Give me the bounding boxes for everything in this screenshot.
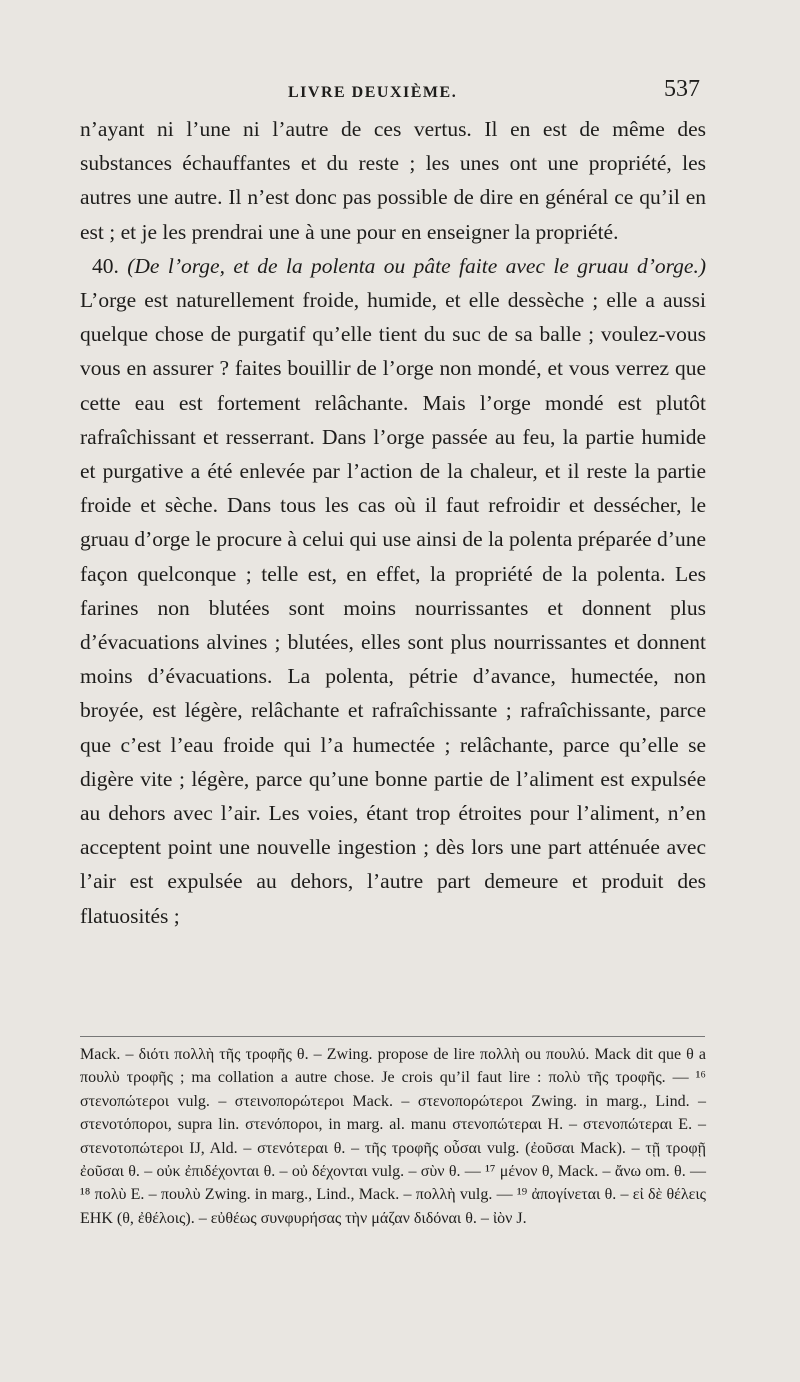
section-number: 40. xyxy=(92,253,119,278)
running-title: LIVRE DEUXIÈME. xyxy=(288,84,458,101)
main-text xyxy=(80,112,706,933)
paragraph-2 xyxy=(80,249,706,933)
paragraph-2-text: L’orge est naturellement froide, humide, et elle dessèche ; elle a aussi quelque chose de purgatif qu’elle tient du suc de sa balle ; voulez-vous vous en assurer ? faites bouillir de l’orge non mondé, et vous verrez que cette eau est fortement relâchante. Mais l’orge mondé est plutôt rafraîchissant et resserrant. Dans l’orge passée au feu, la partie humide et purgative a été enlevée par l’action de la chaleur, et il reste la partie froide et sèche. Dans tous les cas où il faut refroidir et dessécher, le gruau d’orge le procure à celui qui use ainsi de la polenta préparée d’une façon quelconque ; telle est, en effet, la propriété de la polenta. Les farines non blutées sont moins nourrissantes et donnent plus d’évacuations alvines ; blutées, elles sont plus nourrissantes et donnent moins d’évacuations. La polenta, pétrie d’avance, humectée, non broyée, est légère, relâchante et rafraîchissante ; rafraîchissante, parce que c’est l’eau froide qui l’a humectée ; relâchante, parce qu’elle se digère vite ; légère, parce qu’une bonne partie de l’aliment est expulsée au dehors avec l’air. Les voies, étant trop étroites pour l’aliment, n’en acceptent point une nouvelle ingestion ; dès lors une part atténuée avec l’air est expulsée au dehors, l’autre part demeure et produit des flatuosités ; xyxy=(80,288,706,928)
page-number: 537 xyxy=(664,76,700,102)
section-title: (De l’orge, et de la polenta ou pâte faite avec le gruau d’orge.) xyxy=(127,253,707,278)
footnote-divider xyxy=(80,1036,705,1037)
paragraph-1: n’ayant ni l’une ni l’autre de ces vertus. Il en est de même des substances échauffantes et du reste ; les unes ont une propriété, les autres une autre. Il n’est donc pas possible de dire en général ce qu’il en est ; et je les prendrai une à une pour en enseigner la propriété. xyxy=(80,117,706,244)
page-header xyxy=(82,74,700,108)
footnotes: Mack. – διότι πολλὴ τῆς τροφῆς θ. – Zwing. propose de lire πολλὴ ou πουλύ. Mack dit que θ a πουλὺ τροφῆς ; ma collation a autre chose. Je crois qu’il faut lire : πολὺ τῆς τροφῆς. — ¹⁶ στενοπώτεροι vulg. – στεινοπορώτεροι Mack. – στενοπορώτεροι Zwing. in marg., Lind. – στενοτόποροι, supra lin. στενόποροι, in marg. al. manu στενοπώτεραι H. – στενοπώτεραι E. – στενοτοπώτεροι IJ, Ald. – στενότεραι θ. – τῆς τροφῆς οὖσαι vulg. (ἐοῦσαι Mack). – τῇ τροφῇ ἐοῦσαι θ. – οὐκ ἐπιδέχονται θ. – οὐ δέχονται vulg. – σὺν θ. — ¹⁷ μένον θ, Mack. – ἄνω om. θ. — ¹⁸ πολὺ E. – πουλὺ Zwing. in marg., Lind., Mack. – πολλὴ vulg. — ¹⁹ ἀπογίνεται θ. – εἰ δὲ θέλεις EHK (θ, ἐθέλοις). – εὐθέως συνφυρήσας τὴν μάζαν διδόναι θ. – ἰὸν J. xyxy=(80,1046,706,1227)
